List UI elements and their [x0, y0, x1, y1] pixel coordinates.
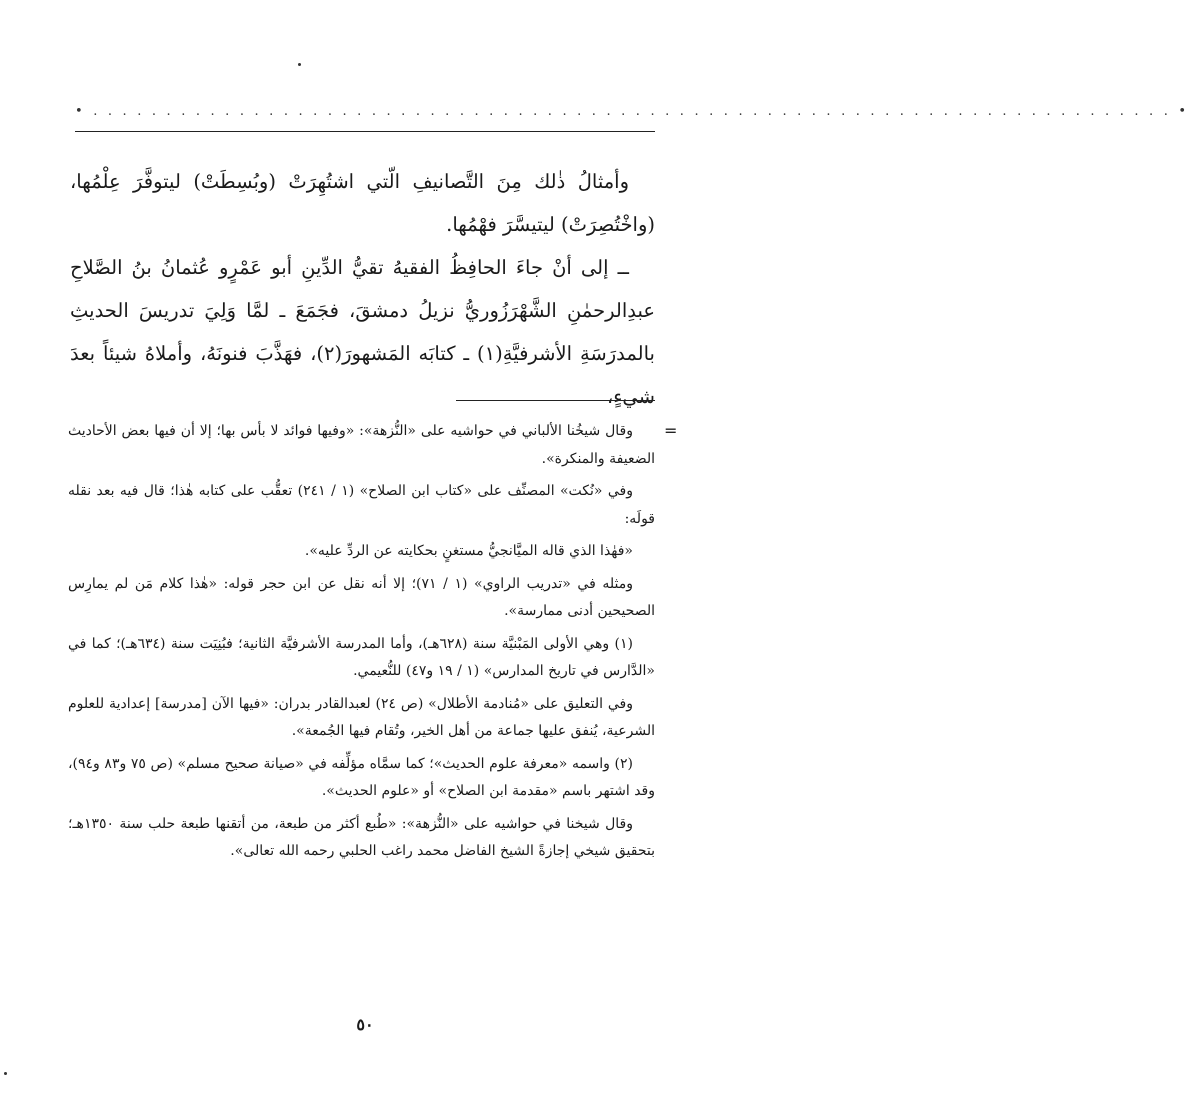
header-rule	[75, 131, 655, 132]
footnote-paragraph: وقال شيخُنا الألباني في حواشيه على «النُّزهة»: «وفيها فوائد لا بأس بها؛ إلا أن فيها بعض الأحاديث الضعيفة والمنكرة».	[68, 423, 655, 467]
footnote-quote: «فهٰذا الذي قاله الميَّانجيُّ مستغنٍ بحكايته عن الردِّ عليه».	[304, 543, 633, 559]
scan-speck	[298, 63, 301, 66]
footnote-paragraph: ومثله في «تدريب الراوي» (١ / ٧١)؛ إلا أنه نقل عن ابن حجر قوله: «هٰذا كلام مَن لم يمارِس الصحيحين أدنى ممارسة».	[68, 575, 655, 619]
footnote-paragraph: وقال شيخنا في حواشيه على «النُّزهة»: «طُبع أكثر من طبعة، من أتقنها طبعة حلب سنة ١٣٥٠هـ؛ بتحقيق شيخي إجازةً الشيخ الفاضل محمد راغب الحلبي رحمه الله تعالى».	[68, 815, 655, 859]
running-header-dots: • . . . . . . . . . . . . . . . . . . . . . . . . . . . . . . . . . . . . . . . . . . . . . . . . . . . . . . . . . . . . . . . . . . . . . . . . . . •	[75, 104, 1189, 119]
main-text	[70, 160, 655, 418]
footnote-1: (١) وهي الأولى المَبْنيَّة سنة (٦٢٨هـ)، وأما المدرسة الأشرفيَّة الثانية؛ فبُنِيَت سنة (٦٣٤هـ)؛ كما في «الدَّارس في تاريخ المدارس» (١ / ١٩ و٤٧) للنُّعيمي.	[68, 635, 655, 679]
main-paragraph-2: ــ إلى أنْ جاءَ الحافِظُ الفقيهُ تقيُّ الدِّينِ أبو عَمْرٍو عُثمانُ بنُ الصَّلاحِ عبدِالرحمٰنِ الشَّهْرَزُوريُّ نزيلُ دمشقَ، فجَمَعَ ـ لمَّا وَلِيَ تدريسَ الحديثِ بالمدرَسَةِ الأشرفيَّةِ(١) ـ كتابَه المَشهورَ(٢)، فهَذَّبَ فنونَهُ، وأملاهُ شيئاً بعدَ شيءٍ،	[70, 256, 655, 408]
footnote-paragraph: وفي التعليق على «مُنادمة الأطلال» (ص ٢٤) لعبدالقادر بدران: «فيها الآن [مدرسة] إعدادية للعلوم الشرعية، يُنفق عليها جماعة من أهل الخير، وتُقام فيها الجُمعة».	[68, 695, 655, 739]
footnote-paragraph: وفي «نُكت» المصنِّف على «كتاب ابن الصلاح» (١ / ٢٤١) تعقُّب على كتابه هٰذا؛ قال فيه بعد نقله قولَه:	[68, 483, 655, 527]
page-number: ٥٠	[356, 1015, 374, 1034]
footnote-2: (٢) واسمه «معرفة علوم الحديث»؛ كما سمَّاه مؤلِّفه في «صيانة صحيح مسلم» (ص ٧٥ و٨٣ و٩٤)، وقد اشتهر باسم «مقدمة ابن الصلاح» أو «علوم الحديث».	[68, 755, 655, 799]
footnotes	[68, 418, 655, 871]
scan-speck	[4, 1072, 7, 1075]
footnote-continuation-mark: =	[664, 421, 678, 440]
footnote-separator-rule	[456, 400, 655, 401]
main-paragraph-1: وأمثالُ ذٰلك مِنَ التَّصانيفِ الّتي اشتُهِرَتْ (وبُسِطَتْ) ليتوفَّرَ عِلْمُها، (واخْتُصِرَتْ) ليتيسَّرَ فهْمُها.	[70, 170, 655, 236]
